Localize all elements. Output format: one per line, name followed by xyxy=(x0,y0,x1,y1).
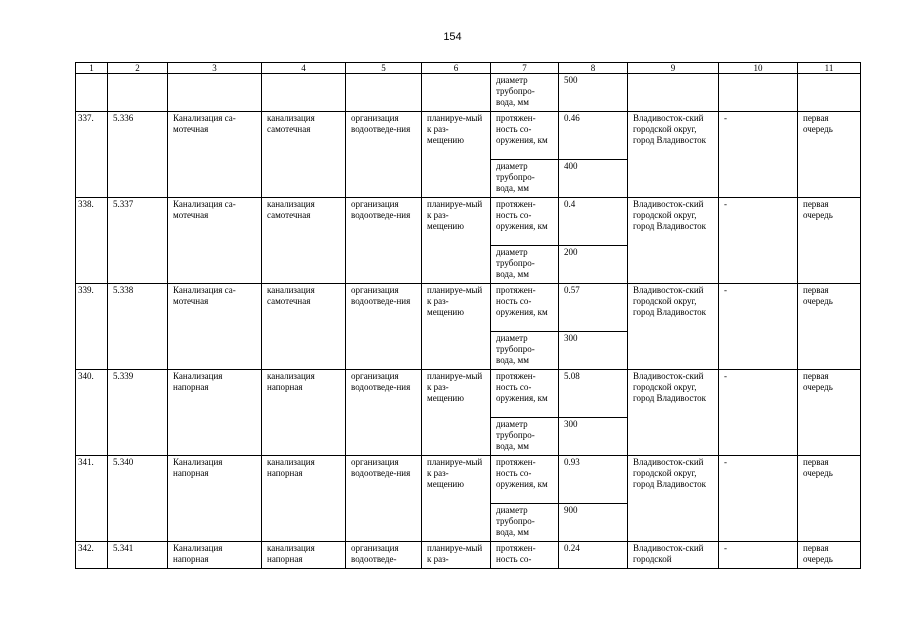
object-location: Владивосток-ский городской округ, город Владивосток xyxy=(628,456,719,542)
header-cell: 5 xyxy=(346,63,422,74)
object-name: Канализация напорная xyxy=(168,370,262,456)
object-purpose: организация водоотведе-ния xyxy=(346,456,422,542)
object-code: 5.340 xyxy=(108,456,168,542)
stage-cell: первая очередь xyxy=(798,456,861,542)
zone-cell: - xyxy=(719,284,798,370)
object-type: канализация напорная xyxy=(262,370,346,456)
object-type: канализация напорная xyxy=(262,456,346,542)
object-name: Канализация са-мотечная xyxy=(168,112,262,198)
empty-cell xyxy=(262,74,346,112)
value-cell: 200 xyxy=(559,246,628,284)
value-cell: 0.46 xyxy=(559,112,628,160)
parameter-cell: диаметр трубопро-вода, мм xyxy=(491,504,559,542)
empty-cell xyxy=(719,74,798,112)
object-type: канализация самотечная xyxy=(262,198,346,284)
object-type: канализация напорная xyxy=(262,542,346,569)
empty-cell xyxy=(346,74,422,112)
zone-cell: - xyxy=(719,542,798,569)
empty-cell xyxy=(76,74,108,112)
parameter-cell: протяжен-ность со-оружения, км xyxy=(491,198,559,246)
stage-cell: первая очередь xyxy=(798,542,861,569)
row-number: 342. xyxy=(76,542,108,569)
parameter-cell: диаметр трубопро-вода, мм xyxy=(491,418,559,456)
column-number-header xyxy=(76,63,861,74)
zone-cell: - xyxy=(719,370,798,456)
row-number: 337. xyxy=(76,112,108,198)
table-row xyxy=(76,198,861,246)
stage-cell: первая очередь xyxy=(798,198,861,284)
object-status: планируе-мый к раз-мещению xyxy=(422,370,491,456)
parameter-cell: диаметр трубопро-вода, мм xyxy=(491,74,559,112)
value-cell: 900 xyxy=(559,504,628,542)
zone-cell: - xyxy=(719,112,798,198)
table-row xyxy=(76,284,861,332)
table-row xyxy=(76,456,861,504)
header-cell: 4 xyxy=(262,63,346,74)
table-row xyxy=(76,370,861,418)
empty-cell xyxy=(168,74,262,112)
infrastructure-table xyxy=(75,62,861,569)
object-type: канализация самотечная xyxy=(262,284,346,370)
object-type: канализация самотечная xyxy=(262,112,346,198)
row-number: 340. xyxy=(76,370,108,456)
parameter-cell: протяжен-ность со-оружения, км xyxy=(491,284,559,332)
value-cell: 5.08 xyxy=(559,370,628,418)
stage-cell: первая очередь xyxy=(798,112,861,198)
object-purpose: организация водоотведе-ния xyxy=(346,198,422,284)
table-row xyxy=(76,112,861,160)
row-number: 339. xyxy=(76,284,108,370)
value-cell: 500 xyxy=(559,74,628,112)
object-purpose: организация водоотведе-ния xyxy=(346,112,422,198)
header-cell: 11 xyxy=(798,63,861,74)
row-number: 338. xyxy=(76,198,108,284)
header-cell: 2 xyxy=(108,63,168,74)
header-cell: 10 xyxy=(719,63,798,74)
object-purpose: организация водоотведе- xyxy=(346,542,422,569)
page-number: 154 xyxy=(443,31,462,43)
object-status: планируе-мый к раз-мещению xyxy=(422,284,491,370)
value-cell: 400 xyxy=(559,160,628,198)
empty-cell xyxy=(108,74,168,112)
object-code: 5.341 xyxy=(108,542,168,569)
zone-cell: - xyxy=(719,456,798,542)
object-name: Канализация напорная xyxy=(168,542,262,569)
object-location: Владивосток-ский городской xyxy=(628,542,719,569)
object-code: 5.337 xyxy=(108,198,168,284)
header-cell: 9 xyxy=(628,63,719,74)
parameter-cell: протяжен-ность со-оружения, км xyxy=(491,456,559,504)
object-location: Владивосток-ский городской округ, город Владивосток xyxy=(628,112,719,198)
object-status: планируе-мый к раз-мещению xyxy=(422,112,491,198)
table-row xyxy=(76,542,861,569)
object-status: планируе-мый к раз-мещению xyxy=(422,198,491,284)
parameter-cell: диаметр трубопро-вода, мм xyxy=(491,160,559,198)
value-cell: 0.24 xyxy=(559,542,628,569)
object-code: 5.338 xyxy=(108,284,168,370)
value-cell: 300 xyxy=(559,418,628,456)
object-purpose: организация водоотведе-ния xyxy=(346,284,422,370)
object-name: Канализация напорная xyxy=(168,456,262,542)
parameter-cell: диаметр трубопро-вода, мм xyxy=(491,246,559,284)
object-status: планируе-мый к раз-мещению xyxy=(422,456,491,542)
empty-cell xyxy=(422,74,491,112)
value-cell: 0.4 xyxy=(559,198,628,246)
object-code: 5.339 xyxy=(108,370,168,456)
object-code: 5.336 xyxy=(108,112,168,198)
value-cell: 0.93 xyxy=(559,456,628,504)
continuation-row xyxy=(76,74,861,112)
object-location: Владивосток-ский городской округ, город Владивосток xyxy=(628,370,719,456)
parameter-cell: протяжен-ность со-оружения, км xyxy=(491,370,559,418)
object-location: Владивосток-ский городской округ, город Владивосток xyxy=(628,284,719,370)
empty-cell xyxy=(798,74,861,112)
parameter-cell: протяжен-ность со- xyxy=(491,542,559,569)
header-cell: 1 xyxy=(76,63,108,74)
stage-cell: первая очередь xyxy=(798,284,861,370)
stage-cell: первая очередь xyxy=(798,370,861,456)
parameter-cell: диаметр трубопро-вода, мм xyxy=(491,332,559,370)
row-number: 341. xyxy=(76,456,108,542)
zone-cell: - xyxy=(719,198,798,284)
header-cell: 8 xyxy=(559,63,628,74)
object-location: Владивосток-ский городской округ, город Владивосток xyxy=(628,198,719,284)
header-cell: 3 xyxy=(168,63,262,74)
header-cell: 7 xyxy=(491,63,559,74)
object-name: Канализация са-мотечная xyxy=(168,284,262,370)
object-status: планируе-мый к раз- xyxy=(422,542,491,569)
value-cell: 0.57 xyxy=(559,284,628,332)
value-cell: 300 xyxy=(559,332,628,370)
object-purpose: организация водоотведе-ния xyxy=(346,370,422,456)
object-name: Канализация са-мотечная xyxy=(168,198,262,284)
empty-cell xyxy=(628,74,719,112)
parameter-cell: протяжен-ность со-оружения, км xyxy=(491,112,559,160)
header-cell: 6 xyxy=(422,63,491,74)
